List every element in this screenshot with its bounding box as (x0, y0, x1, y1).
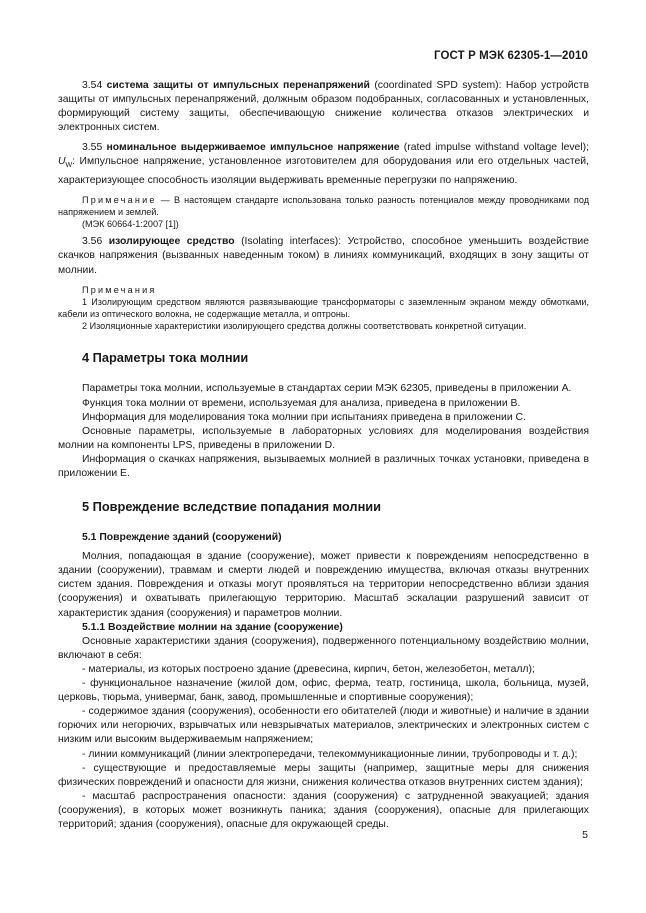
definition-3-56 (58, 235, 589, 277)
note-label: Примечание (82, 194, 157, 205)
section-5-1-title: 5.1 Повреждение зданий (сооружений) (82, 532, 282, 544)
list-item: - функциональное назначение (жилой дом, офис, ферма, театр, гостиница, школа, больница, музей, церковь, тюрьма, универмаг, банк, завод, промышленные и спортивные сооружения); (58, 678, 589, 704)
symbol-subscript: W (65, 162, 73, 170)
section-5-1-1-title: 5.1.1 Воздействие молнии на здание (сооружение) (82, 621, 343, 633)
page-content (58, 79, 589, 832)
note-text: — В настоящем стандарте использована только разность потенциалов между проводниками под напряжением и землей. (58, 194, 589, 217)
list-item: - существующие и предоставляемые меры защиты (например, защитные меры для снижения физических повреждений и опасности для жизни, снижения количества отказов внутренних систем здания); (58, 762, 589, 788)
definition-text: (rated impulse withstand voltage level); (399, 142, 589, 154)
list-item: - содержимое здания (сооружения), особенности его обитателей (люди и животные) и наличие в здании горючих или негорючих, взрывчатых или невзрывчатых материалов, электрических и электронных систем с низким или высоким выдерживаемым напряжением; (58, 706, 589, 746)
section-5-1-1-intro: Основные характеристики здания (сооружения), подверженного потенциальному воздействию молнии, включают в себя: (58, 635, 589, 661)
definition-3-54 (58, 79, 589, 135)
note-reference: (МЭК 60664-1:2007 [1]) (82, 219, 179, 230)
clause-number: 3.56 (82, 236, 109, 248)
symbol: U (58, 156, 66, 168)
note-item-1: 1 Изолирующим средством являются развязывающие трансформаторы с заземленным экраном между обмотками, кабели из оптического волокна, не содержащие металла, и оптроны. (58, 296, 589, 320)
definition-text-continued: : Импульсное напряжение, установленное изготовителем для оборудования или его отдельных частей, характеризующее способность изоляции выдерживать временные перегрузки по напряжению. (58, 156, 589, 186)
section-5-1-text: Молния, попадающая в здание (сооружение), может привести к повреждениям непосредственно в здании (сооружении), травмам и смерти людей и повреждению имущества, включая отказы внутренних систем здания. Повреждения и отказы могут проявляться на территории непосредственно вблизи здания (сооружения) и охватывать прилегающую территорию. Масштаб эскалации разрушений зависит от характеристик здания (сооружения) и параметров молнии. (58, 551, 589, 619)
term: номинальное выдерживаемое импульсное напряжение (106, 142, 400, 154)
section-4-para: Параметры тока молнии, используемые в стандартах серии МЭК 62305, приведены в приложении А. (82, 383, 572, 395)
list-item: - масштаб распространения опасности: здания (сооружения) с затрудненной эвакуацией; здания (сооружения), в которых может возникнуть паника; здания (сооружения), опасные для прилегающих территорий; здания (сооружения), опасные для окружающей среды. (58, 790, 589, 830)
definition-3-55 (58, 141, 589, 187)
term: изолирующее средство (108, 236, 235, 248)
clause-number: 3.55 (82, 142, 107, 154)
document-header: ГОСТ Р МЭК 62305-1—2010 (434, 50, 588, 62)
notes-label: Примечания (82, 284, 157, 295)
section-4-para: Основные параметры, используемые в лабораторных условиях для моделирования воздействия молнии на компоненты LPS, приведены в приложении D. (58, 425, 589, 451)
section-5-title: 5 Повреждение вследствие попадания молнии (82, 499, 382, 515)
section-4-para: Функция тока молнии от времени, используемая для анализа, приведена в приложении В. (82, 397, 521, 409)
section-4-para: Информация для моделирования тока молнии при испытаниях приведена в приложении С. (82, 411, 526, 423)
list-item: - линии коммуникаций (линии электропередачи, телекоммуникационные линии, трубопроводы и т. д.); (82, 748, 578, 760)
definition-text: (Isolating interfaces): Устройство, способное уменьшить воздействие скачков напряжения (вызванных наведенным током) в линиях коммуникаций, входящих в зону защиты от молнии. (58, 236, 589, 276)
note-item-2: 2 Изоляционные характеристики изолирующего средства должны соответствовать конкретной ситуации. (82, 321, 527, 332)
note-3-55 (58, 194, 589, 218)
clause-number: 3.54 (82, 80, 107, 91)
page-number: 5 (582, 829, 588, 841)
section-4-para: Информация о скачках напряжения, вызываемых молнией в различных точках установки, приведена в приложении Е. (58, 453, 589, 479)
term: система защиты от импульсных перенапряжений (106, 80, 370, 91)
definition-text: (coordinated SPD system): Набор устройств защиты от импульсных перенапряжений, должным образом подобранных, согласованных и установленных, формирующий систему защиты, обеспечивающую снижение количества отказов электрических и электронных систем. (58, 80, 589, 134)
list-item: - материалы, из которых построено здание (древесина, кирпич, бетон, железобетон, металл); (82, 663, 535, 675)
section-4-title: 4 Параметры тока молнии (82, 350, 249, 366)
